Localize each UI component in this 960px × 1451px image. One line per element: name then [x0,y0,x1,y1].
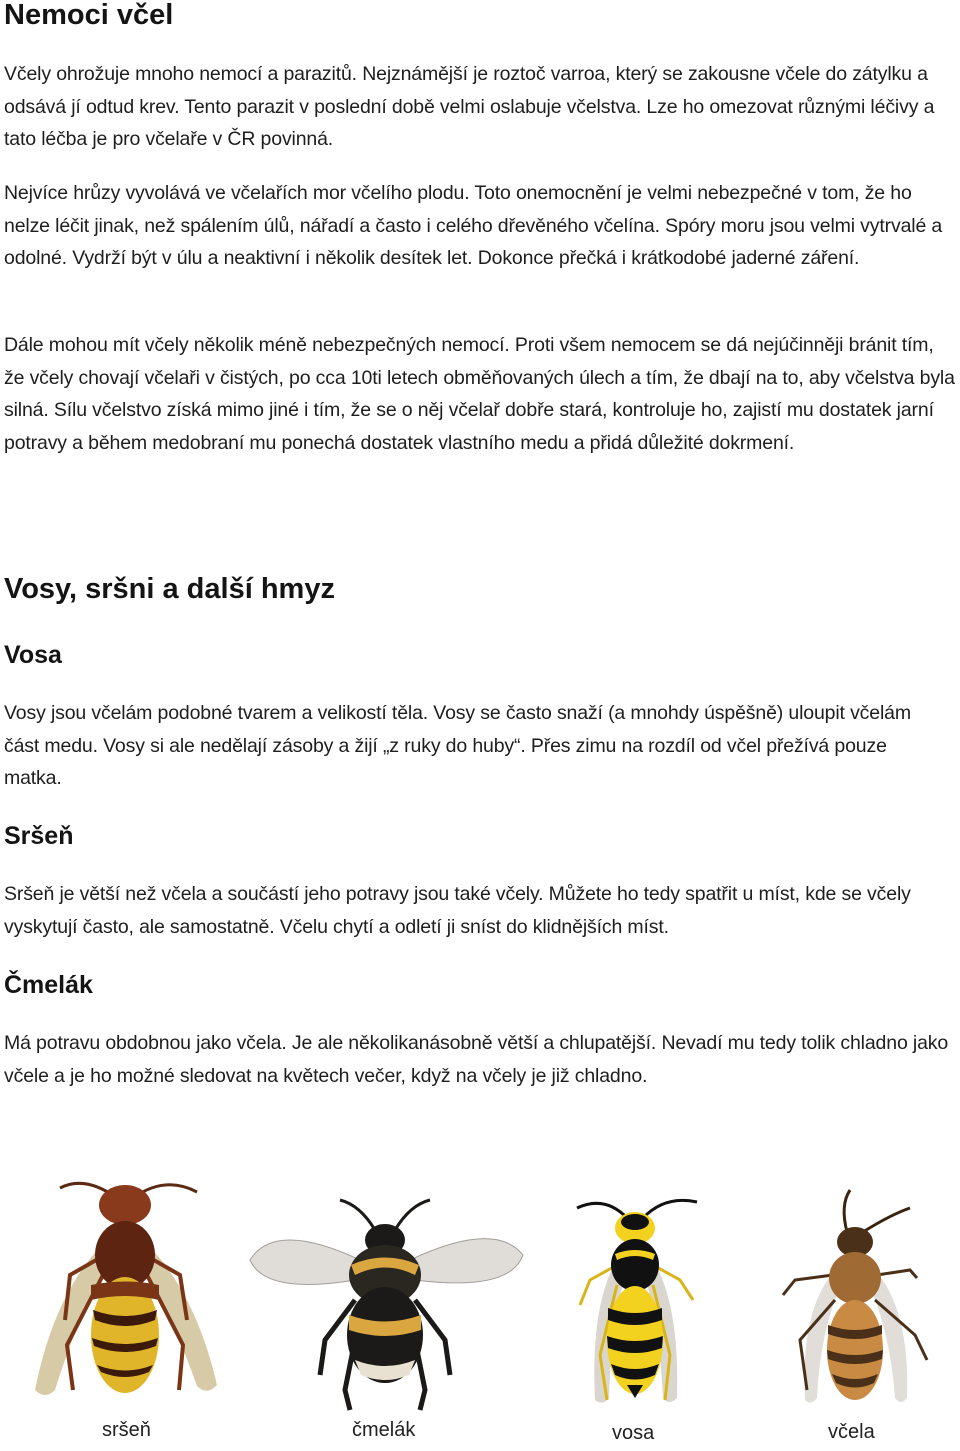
wasp-image [577,1200,697,1402]
honeybee-image [783,1190,927,1403]
hornet-image [35,1183,217,1395]
paragraph-vosa: Vosy jsou včelám podobné tvarem a velikostí těla. Vosy se často snaží (a mnohdy úspěšně) uloupit včelám část medu. Vosy si ale nedělají zásoby a žijí „z ruky do huby“. Přes zimu na rozdíl od včel přežívá pouze matka. [4,702,911,789]
bumblebee-image [250,1200,523,1410]
heading-vosy-srsni: Vosy, sršni a další hmyz [4,573,335,605]
paragraph-dalsi-nemoci: Dále mohou mít včely několik méně nebezpečných nemocí. Proti všem nemocem se dá nejúčinněji bránit tím, že včely chovají včelaři v čistých, po cca 10ti letech obměňovaných úlech a tím, že dbají na to, aby včelstva byla silná. Sílu včelstvo získá mimo jiné i tím, že se o něj včelař dobře stará, kontroluje ho, zajistí mu dostatek jarní potravy a během medobraní mu ponechá dostatek vlastního medu a přidá důležité dokrmení. [4,334,955,454]
insects-illustration [0,1160,960,1446]
label-vcela: včela [828,1421,875,1443]
heading-vosa: Vosa [4,641,62,669]
heading-cmelak: Čmelák [4,971,93,999]
heading-srsen: Sršeň [4,822,74,850]
insects-figure [0,1160,960,1446]
label-cmelak: čmelák [352,1419,416,1441]
label-srsen: sršeň [102,1419,151,1441]
label-vosa: vosa [612,1422,655,1444]
heading-nemoci-vcel: Nemoci včel [4,0,174,31]
paragraph-mor-vceliho-plodu: Nejvíce hrůzy vyvolává ve včelařích mor včelího plodu. Toto onemocnění je velmi nebezpečné v tom, že ho nelze léčit jinak, než spálením úlů, nářadí a často i celého dřevěného včelína. Spóry moru jsou velmi vytrvalé a odolné. Vydrží být v úlu a neaktivní i několik desítek let. Dokonce přečká i krátkodobé jaderné záření. [4,182,943,269]
paragraph-srsen: Sršeň je větší než včela a součástí jeho potravy jsou také včely. Můžete ho tedy spatřit u míst, kde se včely vyskytují často, ale samostatně. Včelu chytí a odletí ji sníst do klidnějších míst. [4,883,911,938]
paragraph-cmelak: Má potravu obdobnou jako včela. Je ale několikanásobně větší a chlupatější. Nevadí mu tedy tolik chladno jako včele a je ho možné sledovat na květech večer, když na včely je již chladno. [4,1032,949,1087]
paragraph-varroa: Včely ohrožuje mnoho nemocí a parazitů. Nejznámější je roztoč varroa, který se zakousne včele do zátylku a odsává jí odtud krev. Tento parazit v poslední době velmi oslabuje včelstva. Lze ho omezovat různými léčivy a tato léčba je pro včelaře v ČR povinná. [4,63,935,150]
